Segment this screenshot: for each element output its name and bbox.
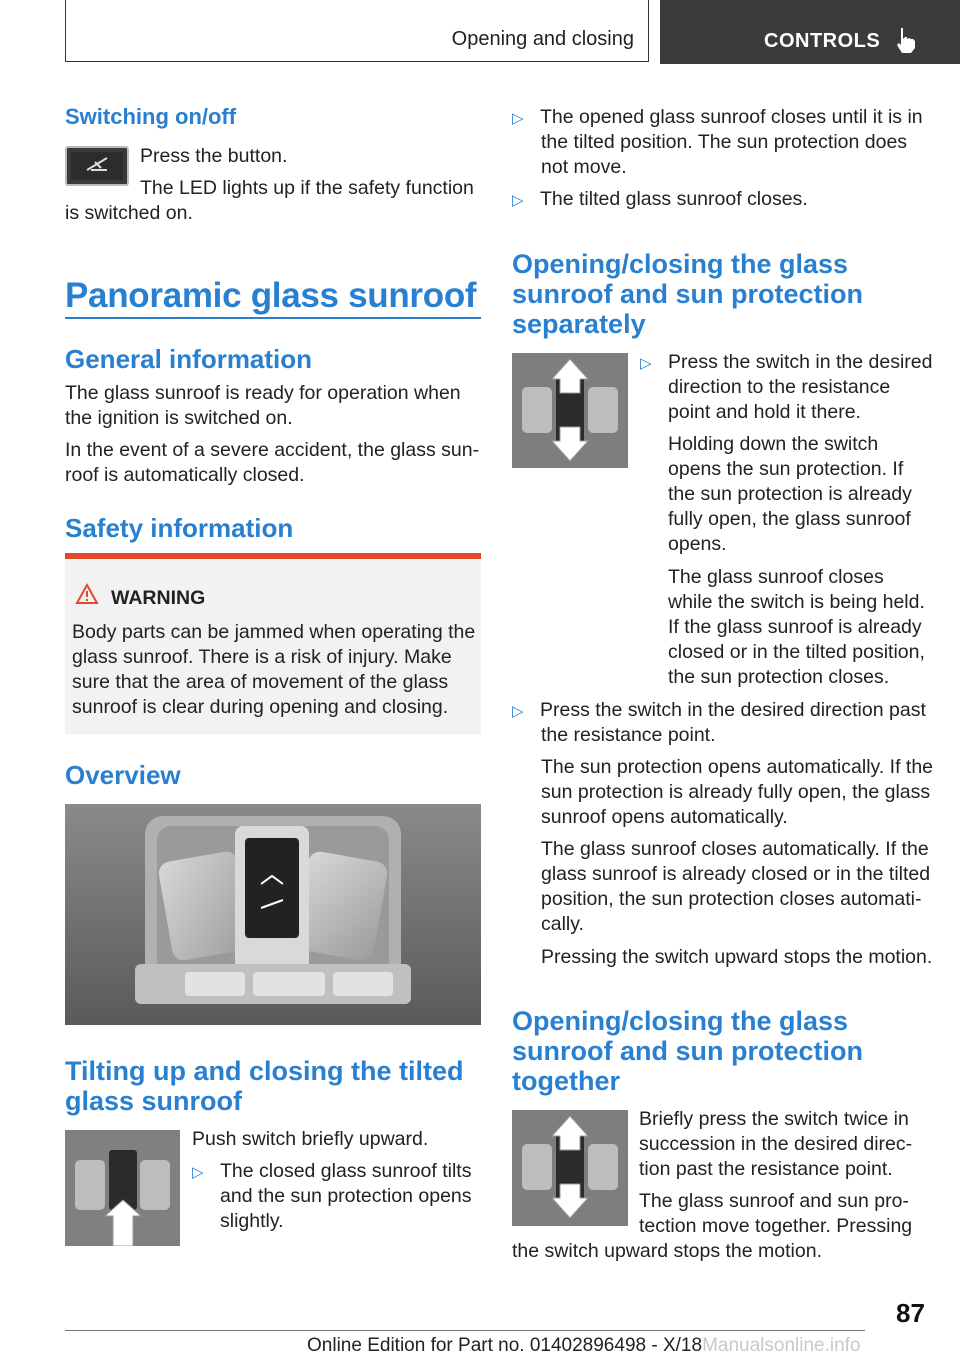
general-p2a: In the event of a severe accident, the glass sun- [65,439,480,461]
sep-p2-1: Holding down the switch [668,433,879,455]
header-chapter-tab [660,0,960,64]
general-p2b: roof is automatically closed. [65,464,305,486]
sep-p2-4: fully open, the glass sunroof [668,508,911,530]
sep-bullet-1b: direction to the resistance [668,376,891,398]
sep-p3-2: while the switch is being held. [668,591,925,613]
tilting-bullet-1c: slightly. [220,1210,284,1232]
sep-p4-1: The sun protection opens automatically. If the [541,756,934,778]
together-heading-2: sunroof and sun protection [512,1036,863,1066]
separately-heading-3: separately [512,309,646,339]
together-p2-2: tection move together. Pressing [639,1215,913,1237]
title-rule [65,317,481,319]
close-bullet-1: ▷ The opened glass sunroof closes until it is in [512,105,923,131]
warning-label: WARNING [111,587,206,609]
switch-updown-arrow-illustration-2 [512,1110,628,1226]
sep-p5-4: cally. [541,913,584,935]
warning-triangle-icon [75,583,99,605]
tilt-switch-photo [65,1130,180,1246]
general-p1a: The glass sunroof is ready for operation when [65,382,461,404]
sep-p2-3: the sun protection is already [668,483,912,505]
together-heading-3: together [512,1066,620,1096]
safety-heading: Safety information [65,513,294,543]
close-bullet-2: ▷ The tilted glass sunroof closes. [512,187,808,213]
tilting-heading-line1: Tilting up and closing the tilted [65,1056,464,1086]
page-number: 87 [896,1298,925,1328]
together-p1-2: succession in the desired direc- [639,1133,913,1155]
bullet-icon: ▷ [512,192,524,209]
tilting-intro: Push switch briefly upward. [192,1128,429,1150]
hand-pointer-icon [894,26,918,54]
together-p1-1: Briefly press the switch twice in [639,1108,909,1130]
warning-line3: sure that the area of movement of the glass [72,671,449,693]
sep-p3-1: The glass sunroof closes [668,566,884,588]
sep-p3-3: If the glass sunroof is already [668,616,922,638]
bullet-icon: ▷ [512,703,524,720]
sep-bullet-1: ▷ Press the switch in the desired [640,350,932,376]
bullet-icon: ▷ [640,355,652,372]
general-heading: General information [65,344,313,374]
sep-bullet-2: ▷ Press the switch in the desired direction past [512,698,926,724]
switching-line1: Press the button. [140,145,288,167]
switch-updown-arrow-illustration [512,353,628,468]
close-bullet-1c: not move. [541,156,627,178]
sep-bullet-1c: point and hold it there. [668,401,861,423]
tilting-heading-line2: glass sunroof [65,1086,243,1116]
sep-p5-3: position, the sun protection closes automati- [541,888,922,910]
warning-box [65,553,481,734]
switch-together-photo [512,1110,628,1226]
overview-heading: Overview [65,760,181,790]
separately-heading-2: sunroof and sun protection [512,279,863,309]
general-p1b: the ignition is switched on. [65,407,293,429]
sep-p2-5: opens. [668,533,727,555]
close-bullet-1b: the tilted position. The sun protection does [541,131,908,153]
sunroof-button-icon [67,148,127,184]
together-heading-1: Opening/closing the glass [512,1006,849,1036]
sep-p3-4: closed or in the tilted position, [668,641,925,663]
switching-line2b: is switched on. [65,202,193,224]
separately-heading-1: Opening/closing the glass [512,249,849,279]
sep-p5-2: glass sunroof is already closed or in the tilted [541,863,931,885]
switching-line2a: The LED lights up if the safety function [140,177,474,199]
switch-updown-photo [512,353,628,468]
safety-button-image [65,146,129,186]
header-section-title: Opening and closing [451,28,634,50]
panoramic-title: Panoramic glass sunroof [65,276,477,315]
warning-line4: sunroof is clear during opening and closing. [72,696,449,718]
warning-line1: Body parts can be jammed when operating the [72,621,476,643]
sep-p2-2: opens the sun protection. If [668,458,904,480]
switching-heading: Switching on/off [65,104,237,129]
tilting-bullet-1b: and the sun protection opens [220,1185,472,1207]
together-p2-1: The glass sunroof and sun pro- [639,1190,909,1212]
bullet-icon: ▷ [512,110,524,127]
watermark: Manualsonline.info [702,1335,861,1356]
footer-edition: Online Edition for Part no. 01402896498 - X/18Manualsonline.info [307,1335,861,1356]
tilting-bullet-1: ▷ The closed glass sunroof tilts [192,1159,471,1185]
footer-rule [65,1330,865,1331]
bullet-icon: ▷ [192,1164,204,1181]
header-section-tab [65,0,649,62]
sep-p4-3: sunroof opens automatically. [541,806,788,828]
sep-p4-2: sun protection is already fully open, the glass [541,781,931,803]
overhead-console-illustration [65,804,481,1025]
sep-p3-5: the sun protection closes. [668,666,890,688]
header-chapter-title: CONTROLS [764,30,881,52]
sep-bullet-2b: the resistance point. [541,724,716,746]
warning-line2: glass sunroof. There is a risk of injury. Make [72,646,452,668]
together-p3: the switch upward stops the motion. [512,1240,822,1262]
sep-p5-1: The glass sunroof closes automatically. If the [541,838,929,860]
overhead-console-photo [65,804,481,1025]
switch-up-arrow-illustration [65,1130,180,1246]
sep-p6: Pressing the switch upward stops the motion. [541,946,933,968]
together-p1-3: tion past the resistance point. [639,1158,893,1180]
